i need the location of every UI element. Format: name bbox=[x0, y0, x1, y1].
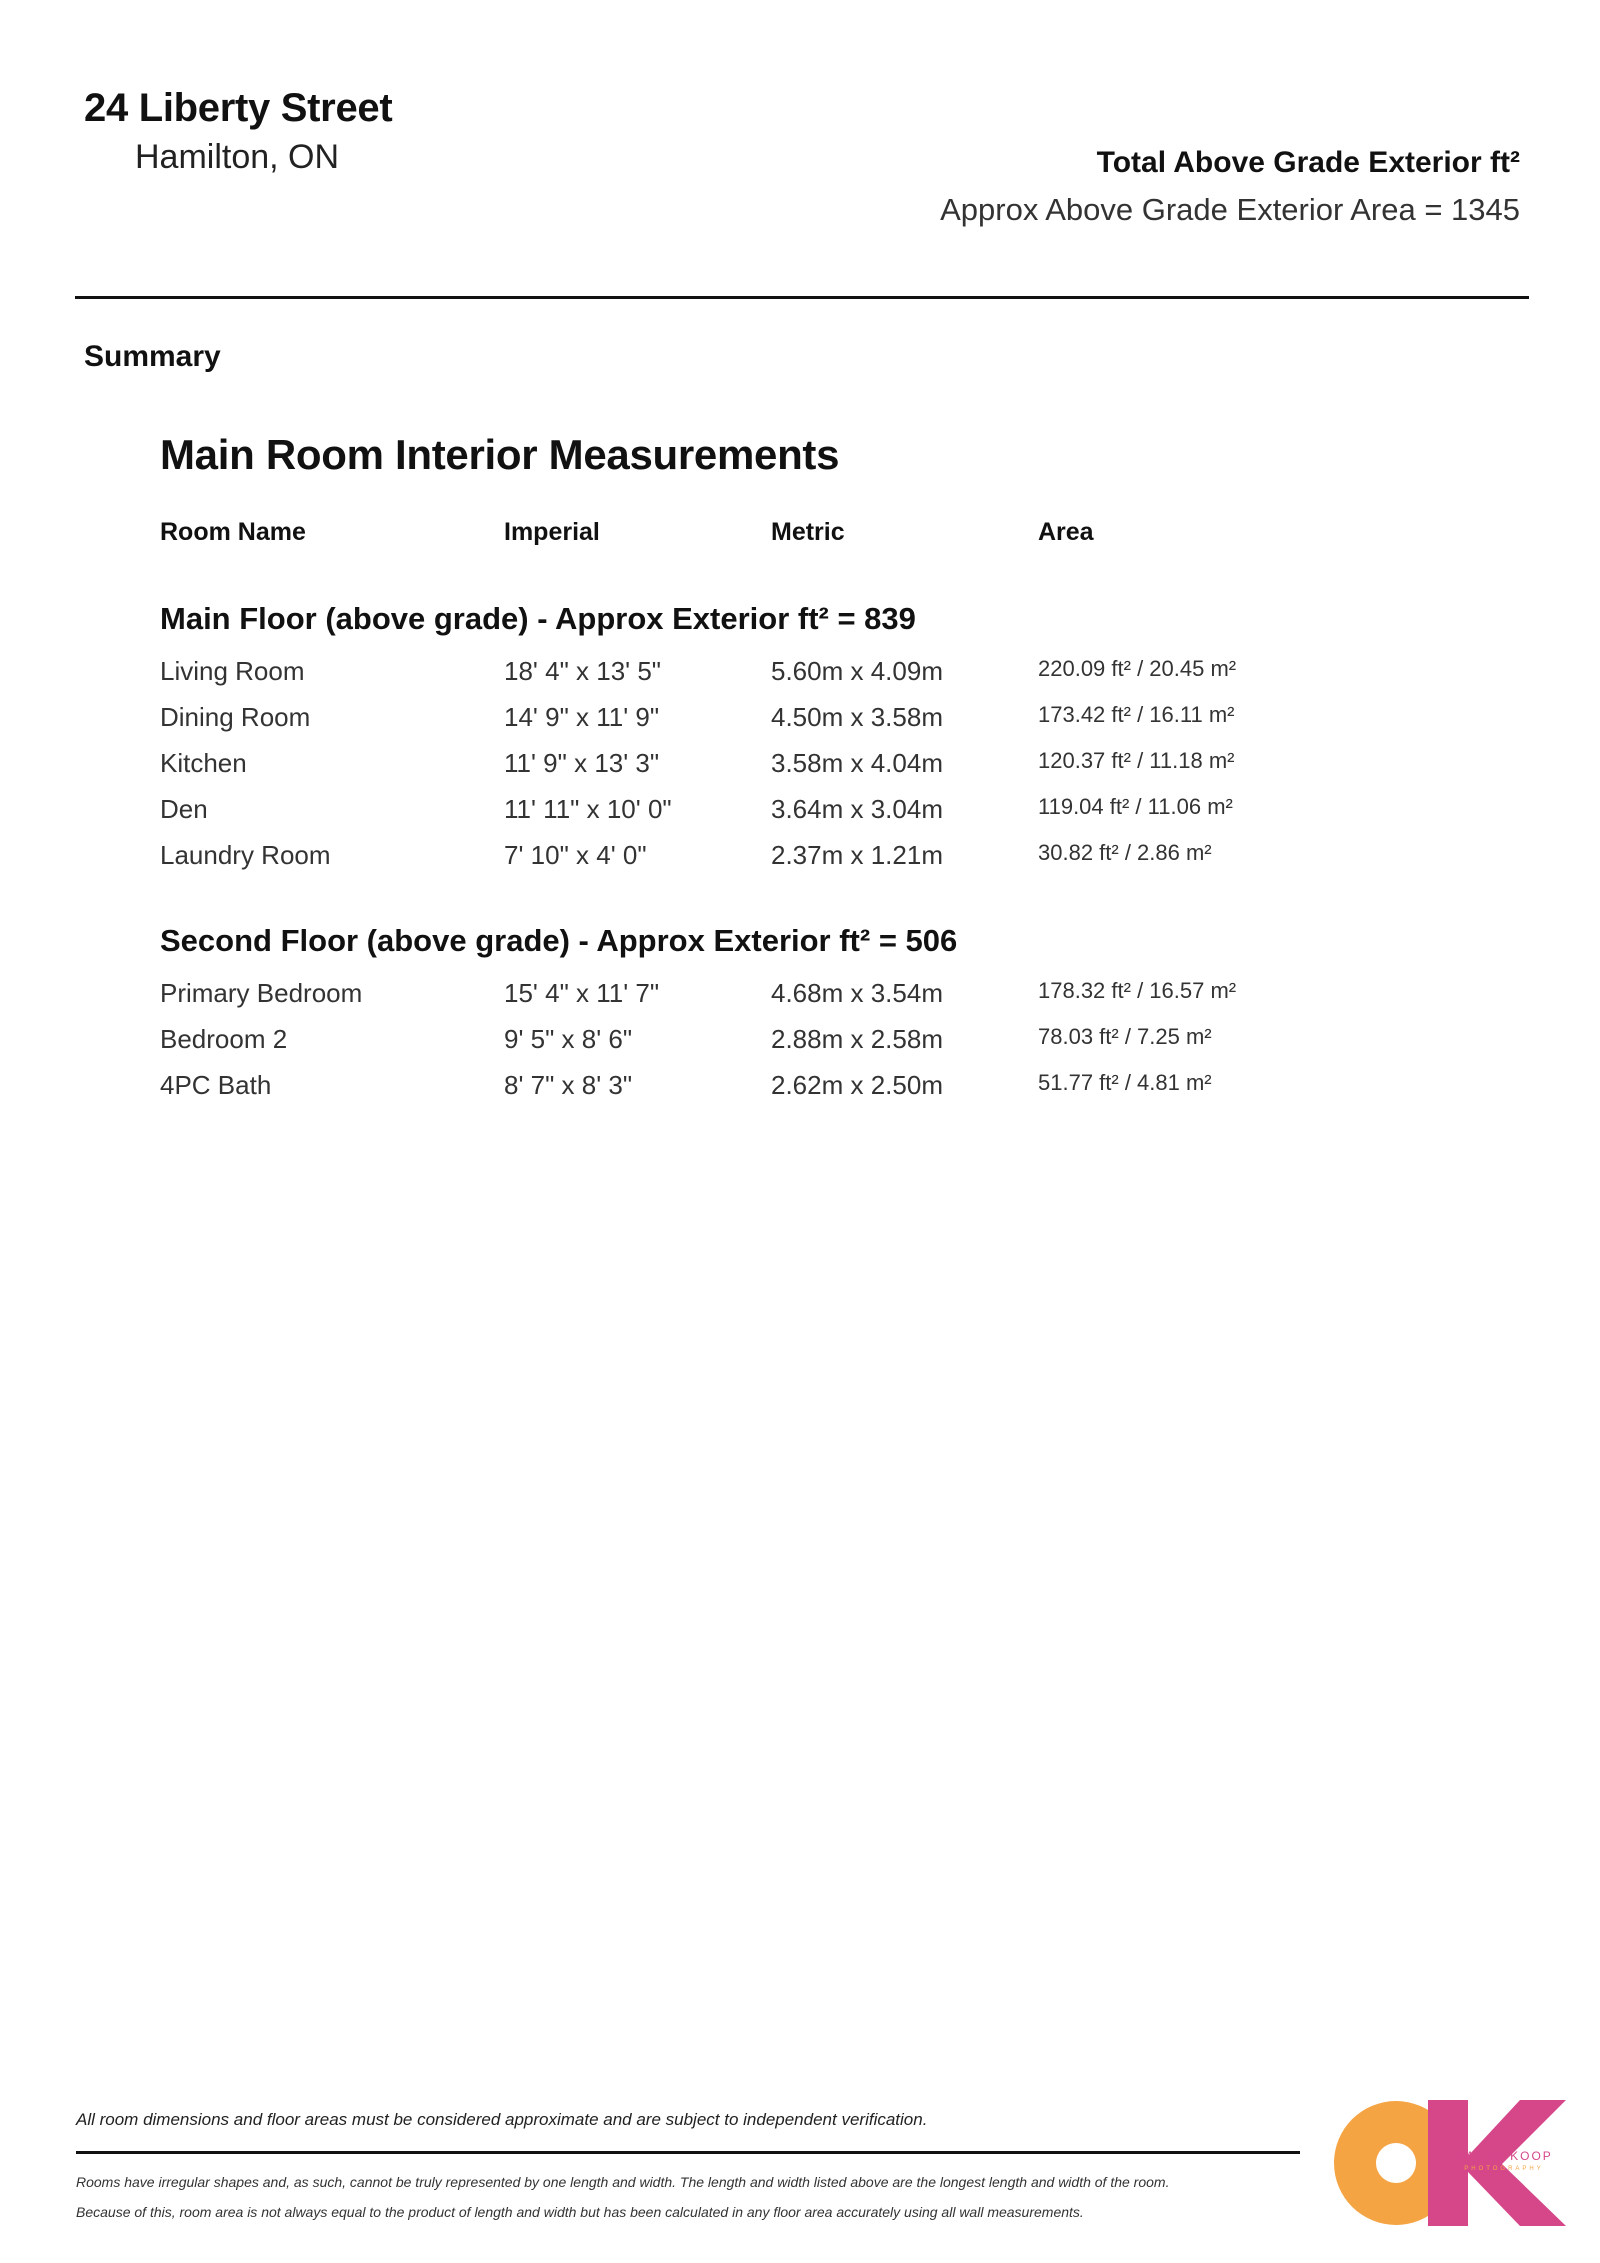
room-imperial: 8' 7" x 8' 3" bbox=[504, 1070, 633, 1100]
room-name: Den bbox=[160, 794, 208, 824]
logo-o-hole bbox=[1376, 2143, 1416, 2183]
table-row bbox=[0, 1024, 1600, 1064]
room-imperial: 11' 11" x 10' 0" bbox=[504, 794, 672, 824]
room-metric: 3.58m x 4.04m bbox=[771, 748, 943, 778]
room-area: 78.03 ft² / 7.25 m² bbox=[1038, 1024, 1212, 1049]
room-metric: 4.50m x 3.58m bbox=[771, 702, 943, 732]
room-name: Primary Bedroom bbox=[160, 978, 363, 1008]
section-title-main-floor: Main Floor (above grade) - Approx Exterior ft² = 839 bbox=[160, 601, 916, 636]
room-name: Dining Room bbox=[160, 702, 311, 732]
table-row bbox=[0, 978, 1600, 1018]
column-header-area: Area bbox=[1038, 518, 1094, 546]
room-metric: 2.37m x 1.21m bbox=[771, 840, 943, 870]
room-area: 51.77 ft² / 4.81 m² bbox=[1038, 1070, 1212, 1095]
section-title-second-floor: Second Floor (above grade) - Approx Exterior ft² = 506 bbox=[160, 923, 958, 958]
table-row bbox=[0, 1070, 1600, 1110]
room-name: Living Room bbox=[160, 656, 305, 686]
room-area: 120.37 ft² / 11.18 m² bbox=[1038, 748, 1235, 773]
measurements-title: Main Room Interior Measurements bbox=[160, 431, 840, 478]
table-row bbox=[0, 840, 1600, 880]
room-metric: 3.64m x 3.04m bbox=[771, 794, 943, 824]
room-imperial: 11' 9" x 13' 3" bbox=[504, 748, 660, 778]
footer-note-line-2: Because of this, room area is not always equal to the product of length and width but has been calculated in any floor area accurately using all wall measurements. bbox=[76, 2204, 1084, 2220]
room-name: Laundry Room bbox=[160, 840, 331, 870]
room-area: 178.32 ft² / 16.57 m² bbox=[1038, 978, 1237, 1003]
room-area: 119.04 ft² / 11.06 m² bbox=[1038, 794, 1233, 819]
logo-brand-name: CATHY KOOP bbox=[1455, 2149, 1553, 2163]
room-name: Bedroom 2 bbox=[160, 1024, 288, 1054]
address-city: Hamilton, ON bbox=[135, 138, 340, 176]
room-name: 4PC Bath bbox=[160, 1070, 272, 1100]
room-imperial: 9' 5" x 8' 6" bbox=[504, 1024, 633, 1054]
header-divider bbox=[75, 296, 1529, 299]
room-metric: 2.62m x 2.50m bbox=[771, 1070, 943, 1100]
total-area-value: Approx Above Grade Exterior Area = 1345 bbox=[940, 192, 1520, 227]
column-header-imperial: Imperial bbox=[504, 518, 600, 546]
room-imperial: 18' 4" x 13' 5" bbox=[504, 656, 662, 686]
room-area: 30.82 ft² / 2.86 m² bbox=[1038, 840, 1212, 865]
room-imperial: 15' 4" x 11' 7" bbox=[504, 978, 660, 1008]
column-header-metric: Metric bbox=[771, 518, 845, 546]
room-metric: 4.68m x 3.54m bbox=[771, 978, 943, 1008]
summary-heading: Summary bbox=[84, 340, 221, 373]
table-row bbox=[0, 748, 1600, 788]
room-area: 173.42 ft² / 16.11 m² bbox=[1038, 702, 1235, 727]
room-imperial: 7' 10" x 4' 0" bbox=[504, 840, 647, 870]
footer-divider bbox=[76, 2151, 1300, 2154]
column-header-room-name: Room Name bbox=[160, 518, 306, 546]
address-street: 24 Liberty Street bbox=[84, 86, 393, 130]
room-imperial: 14' 9" x 11' 9" bbox=[504, 702, 660, 732]
table-row bbox=[0, 656, 1600, 696]
footer-note-line-1: Rooms have irregular shapes and, as such, cannot be truly represented by one length and width. The length and width listed above are the longest length and width of the room. bbox=[76, 2174, 1170, 2190]
logo-brand-sub: PHOTOGRAPHY bbox=[1464, 2166, 1544, 2172]
table-row bbox=[0, 702, 1600, 742]
room-metric: 5.60m x 4.09m bbox=[771, 656, 943, 686]
cathy-koop-logo bbox=[1334, 2098, 1570, 2228]
logo-k-shape bbox=[1428, 2100, 1566, 2226]
room-area: 220.09 ft² / 20.45 m² bbox=[1038, 656, 1237, 681]
room-metric: 2.88m x 2.58m bbox=[771, 1024, 943, 1054]
total-area-title: Total Above Grade Exterior ft² bbox=[1096, 146, 1520, 179]
table-row bbox=[0, 794, 1600, 834]
footer-disclaimer: All room dimensions and floor areas must be considered approximate and are subject to independent verification. bbox=[76, 2110, 928, 2129]
room-name: Kitchen bbox=[160, 748, 247, 778]
